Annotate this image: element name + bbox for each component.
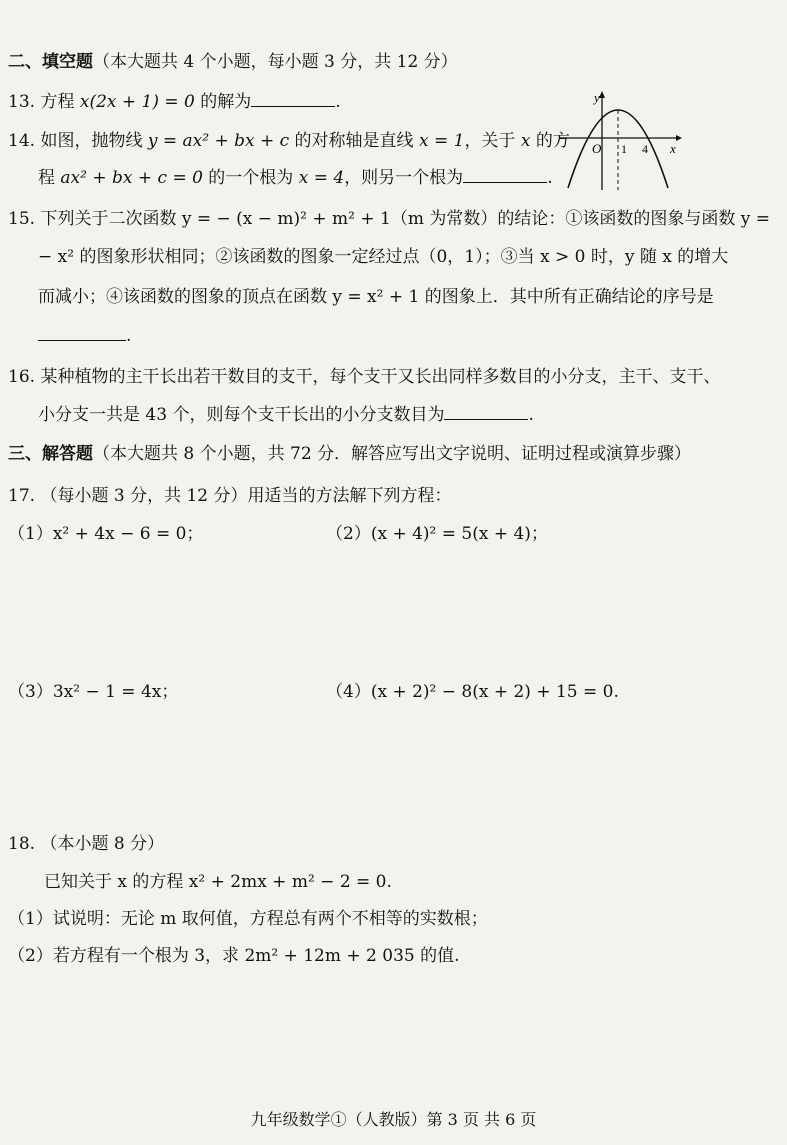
question-16-line-2 (38, 405, 534, 425)
question-15-line-1 (8, 209, 770, 229)
root-value: x = 4 (298, 168, 345, 188)
question-text: （2）若方程有一个根为 3，求 2m² + 12m + 2 035 的值. (8, 946, 460, 966)
question-13 (8, 92, 341, 112)
question-number: 18. (8, 834, 36, 854)
question-number: 15. (8, 209, 36, 229)
equation: （3）3x² − 1 = 4x； (8, 682, 179, 702)
period: . (547, 168, 553, 188)
question-number: 13. (8, 92, 36, 112)
question-18-intro (8, 834, 164, 854)
question-number: 16. (8, 367, 36, 387)
section-title: 解答题 (42, 444, 93, 464)
section-title: 填空题 (42, 52, 93, 72)
section-3-heading (8, 444, 691, 464)
question-text: − x² 的图象形状相同；②该函数的图象一定经过点（0，1）；③当 x > 0 时，y 随 x 的增大 (38, 247, 729, 267)
question-text: 方程 (40, 92, 80, 112)
question-14-line-1 (8, 131, 570, 151)
question-text: 某种植物的主干长出若干数目的支干，每个支干又长出同样多数目的小分支，主干、支干、 (40, 367, 721, 387)
equation: （4）(x + 2)² − 8(x + 2) + 15 = 0. (326, 682, 619, 702)
section-2-heading (8, 52, 458, 72)
tick-4-label: 4 (642, 142, 648, 156)
equation: （2）(x + 4)² = 5(x + 4)； (326, 524, 548, 544)
section-note: （本大题共 8 个小题，共 72 分．解答应写出文字说明、证明过程或演算步骤） (93, 444, 692, 464)
axis-equation: x = 1 (418, 131, 465, 151)
question-18-part-1 (8, 909, 488, 929)
question-18-part-2 (8, 946, 460, 966)
question-text: 的解为 (194, 92, 252, 112)
question-text: 小分支一共是 43 个，则每个支干长出的小分支数目为 (38, 405, 445, 425)
question-17-part-3 (8, 682, 178, 702)
question-text: （1）试说明：无论 m 取何值，方程总有两个不相等的实数根； (8, 909, 488, 929)
answer-blank (38, 339, 126, 341)
question-17-part-1 (8, 524, 203, 544)
question-text: （每小题 3 分，共 12 分）用适当的方法解下列方程： (40, 486, 452, 506)
section-number: 二、 (8, 52, 42, 72)
x-label: x (670, 141, 676, 156)
question-16-line-1 (8, 367, 720, 387)
question-text: 下列关于二次函数 y = − (x − m)² + m² + 1（m 为常数）的结论：①该函数的图象与函数 y = (40, 209, 771, 229)
x-axis-arrow (676, 135, 682, 141)
equation: ax² + bx + c = 0 (60, 168, 203, 188)
answer-blank (463, 181, 547, 183)
question-text: ，则另一个根为 (344, 168, 464, 188)
section-note: （本大题共 4 个小题，每小题 3 分，共 12 分） (93, 52, 458, 72)
question-text: 如图，抛物线 (40, 131, 148, 151)
period: . (126, 326, 132, 346)
question-15-line-4 (38, 326, 131, 346)
question-text: 已知关于 x 的方程 x² + 2mx + m² − 2 = 0. (44, 872, 392, 892)
page-footer: 九年级数学①（人教版）第 3 页 共 6 页 (250, 1110, 537, 1129)
question-text: 程 (38, 168, 61, 188)
question-text: 而减小；④该函数的图象的顶点在函数 y = x² + 1 的图象上．其中所有正确结论的序号是 (38, 287, 714, 307)
answer-blank (251, 105, 335, 107)
question-text: ，关于 (464, 131, 521, 151)
question-number: 17. (8, 486, 36, 506)
equation: （1）x² + 4x − 6 = 0； (8, 524, 204, 544)
question-text: 的方 (530, 131, 570, 151)
answer-blank (444, 418, 528, 420)
question-17-part-2 (326, 524, 548, 544)
period: . (528, 405, 534, 425)
question-text: 的对称轴是直线 (289, 131, 419, 151)
section-number: 三、 (8, 444, 42, 464)
question-15-line-2 (38, 247, 728, 267)
variable: x (520, 131, 531, 151)
y-label: y (594, 90, 600, 105)
equation: x(2x + 1) = 0 (79, 92, 195, 112)
question-17-part-4 (326, 682, 619, 702)
question-15-line-3 (38, 287, 714, 307)
question-17-intro (8, 486, 452, 506)
period: . (335, 92, 341, 112)
question-18-given (44, 872, 392, 892)
tick-1-label: 1 (621, 142, 627, 156)
origin-label: O (592, 141, 602, 156)
question-14-line-2 (38, 168, 553, 188)
question-text: 的一个根为 (202, 168, 299, 188)
parabola-figure (558, 86, 688, 192)
parabola-expression: y = ax² + bx + c (147, 131, 290, 151)
y-axis-arrow (599, 91, 605, 98)
question-text: （本小题 8 分） (40, 834, 165, 854)
question-number: 14. (8, 131, 36, 151)
